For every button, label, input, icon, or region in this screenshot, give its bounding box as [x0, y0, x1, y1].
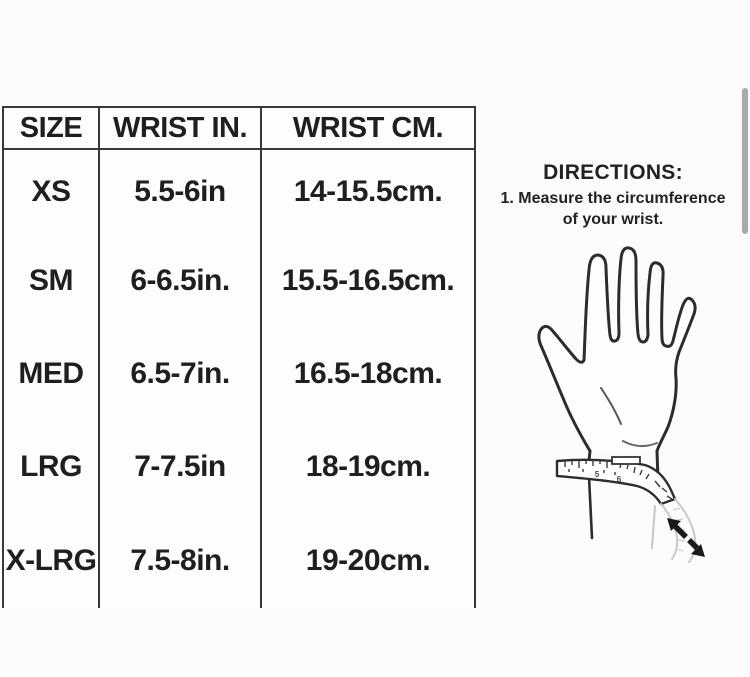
- tape-end-tab: [612, 457, 640, 464]
- wrist-edge-faint: [652, 506, 655, 548]
- directions-block: [480, 161, 746, 230]
- scrollbar-thumb[interactable]: [742, 88, 748, 234]
- table-cell-size: XS: [4, 150, 100, 234]
- table-cell-wrist-cm: 18-19cm.: [305, 449, 431, 483]
- table-cell-wrist-in: 6-6.5in.: [100, 234, 262, 328]
- arrow-down-right-icon: [689, 540, 705, 557]
- directions-line: 1. Measure the circumference: [500, 190, 726, 207]
- table-cell-wrist-cm: 19-20cm.: [305, 543, 431, 577]
- tape-tail: [661, 504, 677, 559]
- tape-number: 5: [594, 470, 600, 479]
- table-cell-wrist-cm: 15.5-16.5cm.: [281, 264, 455, 297]
- directions-title: DIRECTIONS:: [543, 161, 683, 184]
- directions-line: of your wrist.: [562, 211, 664, 228]
- tape-number: 6: [616, 475, 622, 484]
- table-cell-size: X-LRG: [4, 513, 100, 608]
- table-cell-size: SM: [4, 234, 100, 328]
- table-cell-wrist-in: 5.5-6in: [100, 150, 262, 234]
- header-cell-wrist-cm: WRIST CM.: [262, 108, 474, 150]
- table-cell-wrist-cm: 14-15.5cm.: [293, 175, 443, 208]
- header-cell-wrist-in: WRIST IN.: [100, 108, 262, 150]
- hand-measure-illustration: [505, 238, 725, 578]
- wrist-edge: [589, 477, 592, 538]
- table-cell-wrist-cm: 16.5-18cm.: [293, 357, 443, 390]
- table-cell-size: LRG: [4, 420, 100, 513]
- table-cell-wrist-in: 7.5-8in.: [100, 513, 262, 608]
- header-cell-size: SIZE: [4, 108, 100, 150]
- table-cell-wrist-in: 6.5-7in.: [100, 328, 262, 420]
- size-table: [2, 106, 476, 608]
- table-cell-size: MED: [4, 328, 100, 420]
- hand-outline: [539, 248, 695, 451]
- table-cell-wrist-in: 7-7.5in: [100, 420, 262, 513]
